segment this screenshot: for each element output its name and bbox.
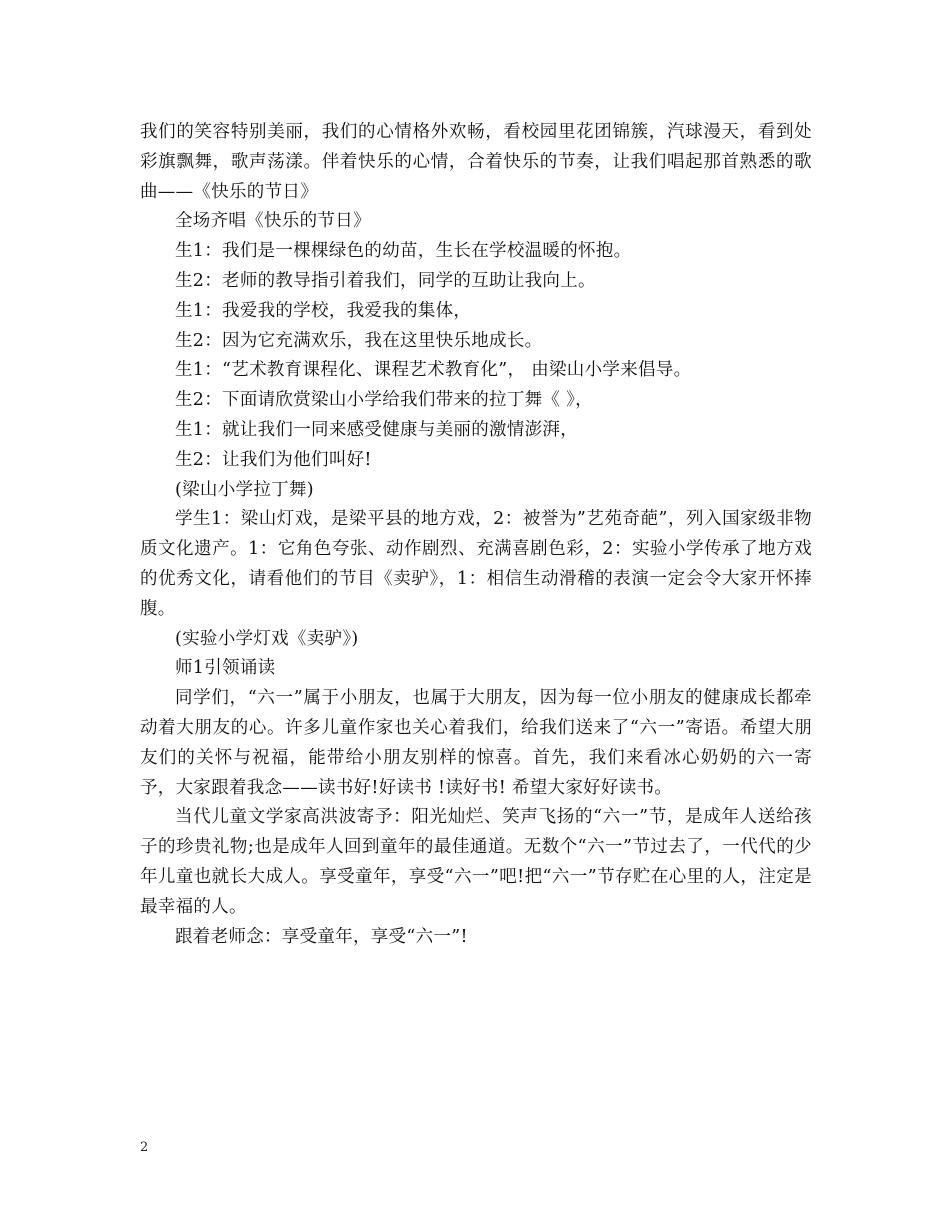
paragraph: 生2：因为它充满欢乐，我在这里快乐地成长。 bbox=[175, 330, 543, 351]
paragraph: 当代儿童文学家高洪波寄予：阳光灿烂、笑声飞扬的“六一”节，是成年人送给孩子的珍贵礼物;也是成年人回到童年的最佳通道。无数个“六一”节过去了，一代代的少年儿童也就长大成人。享受童年，享受“六一”吧!把“六一”节存贮在心里的人，注定是最幸福的人。 bbox=[140, 807, 812, 917]
paragraph: 生1：我爱我的学校，我爱我的集体， bbox=[175, 300, 472, 321]
paragraph: 跟着老师念：享受童年，享受“六一”! bbox=[175, 926, 468, 947]
paragraph: (梁山小学拉丁舞) bbox=[175, 479, 314, 500]
paragraph: 生2：老师的教导指引着我们，同学的互助让我向上。 bbox=[175, 270, 596, 291]
paragraph: 我们的笑容特别美丽，我们的心情格外欢畅，看校园里花团锦簇，汽球漫天，看到处彩旗飘舞，歌声荡漾。伴着快乐的心情，合着快乐的节奏，让我们唱起那首熟悉的歌曲——《快乐的节日》 bbox=[140, 122, 812, 202]
page-number: 2 bbox=[140, 1140, 149, 1155]
paragraph: 学生1：梁山灯戏，是梁平县的地方戏，2：被誉为”艺苑奇葩”，列入国家级非物质文化遗产。1：它角色夸张、动作剧烈、充满喜剧色彩，2：实验小学传承了地方戏的优秀文化，请看他们的节目《卖驴》，1：相信生动滑稽的表演一定会令大家开怀捧腹。 bbox=[140, 509, 812, 619]
paragraph: 师1引领诵读 bbox=[175, 658, 276, 679]
paragraph: 生1：“艺术教育课程化、课程艺术教育化”， 由梁山小学来倡导。 bbox=[175, 360, 692, 381]
paragraph: 全场齐唱《快乐的节日》 bbox=[175, 211, 371, 232]
paragraph: 同学们，“六一”属于小朋友，也属于大朋友，因为每一位小朋友的健康成长都牵动着大朋友的心。许多儿童作家也关心着我们，给我们送来了“六一”寄语。希望大朋友们的关怀与祝福，能带给小朋友别样的惊喜。首先，我们来看冰心奶奶的六一寄予，大家跟着我念——读书好!好读书 !读好书! 希望大家好好读书。 bbox=[140, 688, 812, 798]
paragraph: 生1：就让我们一同来感受健康与美丽的激情澎湃， bbox=[175, 419, 579, 440]
document-page bbox=[140, 118, 812, 952]
paragraph: (实验小学灯戏《卖驴》) bbox=[175, 628, 359, 649]
paragraph: 生2：让我们为他们叫好! bbox=[175, 449, 372, 470]
paragraph: 生2：下面请欣赏梁山小学给我们带来的拉丁舞《 》， bbox=[175, 390, 593, 411]
paragraph: 生1：我们是一棵棵绿色的幼苗，生长在学校温暖的怀抱。 bbox=[175, 241, 632, 262]
